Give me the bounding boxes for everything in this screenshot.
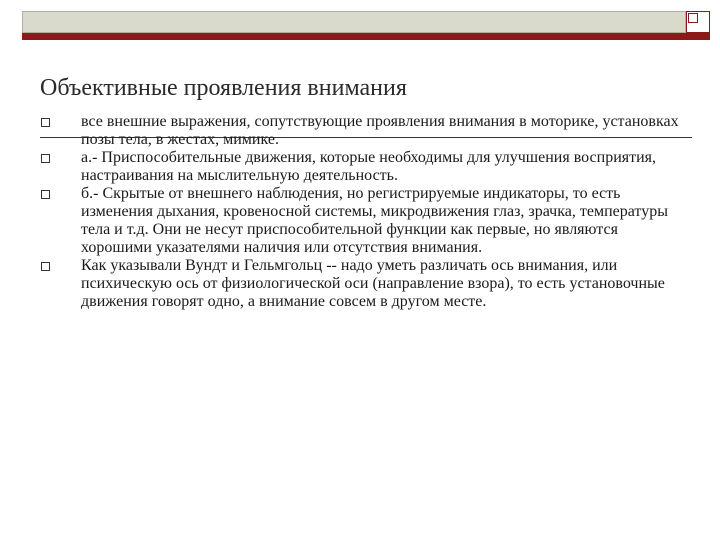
bullet-item <box>40 185 680 257</box>
slide-title: Объективные проявления внимания <box>40 75 407 101</box>
hollow-square-bullet-icon <box>41 118 50 127</box>
bullet-item <box>40 149 680 185</box>
header-band <box>22 11 686 33</box>
bullet-text: все внешние выражения, сопутствующие проявления внимания в моторике, установках позы тела, в жестах, мимике. <box>81 113 679 148</box>
corner-ornament-icon <box>686 11 710 33</box>
bullet-list <box>40 113 680 311</box>
bullet-text: а.- Приспособительные движения, которые необходимы для улучшения восприятия, настраивания на мыслительную деятельность. <box>81 149 657 184</box>
bullet-item <box>40 257 680 311</box>
hollow-square-bullet-icon <box>41 262 50 271</box>
header-accent-bar <box>22 33 710 40</box>
hollow-square-bullet-icon <box>41 190 50 199</box>
hollow-square-bullet-icon <box>41 154 50 163</box>
bullet-text: б.- Скрытые от внешнего наблюдения, но регистрируемые индикаторы, то есть изменения дыхания, кровеносной системы, микродвижения глаз, зрачка, температуры тела и т.д. Они не несут приспособительной функции как первые, но являются хорошими указателями наличия или отсутствия внимания. <box>81 185 668 256</box>
bullet-item <box>40 113 680 149</box>
bullet-text: Как указывали Вундт и Гельмгольц -- надо уметь различать ось внимания, или психическую ось от физиологической оси (направление взора), то есть установочные движения говорят одно, а внимание совсем в другом месте. <box>81 257 665 310</box>
